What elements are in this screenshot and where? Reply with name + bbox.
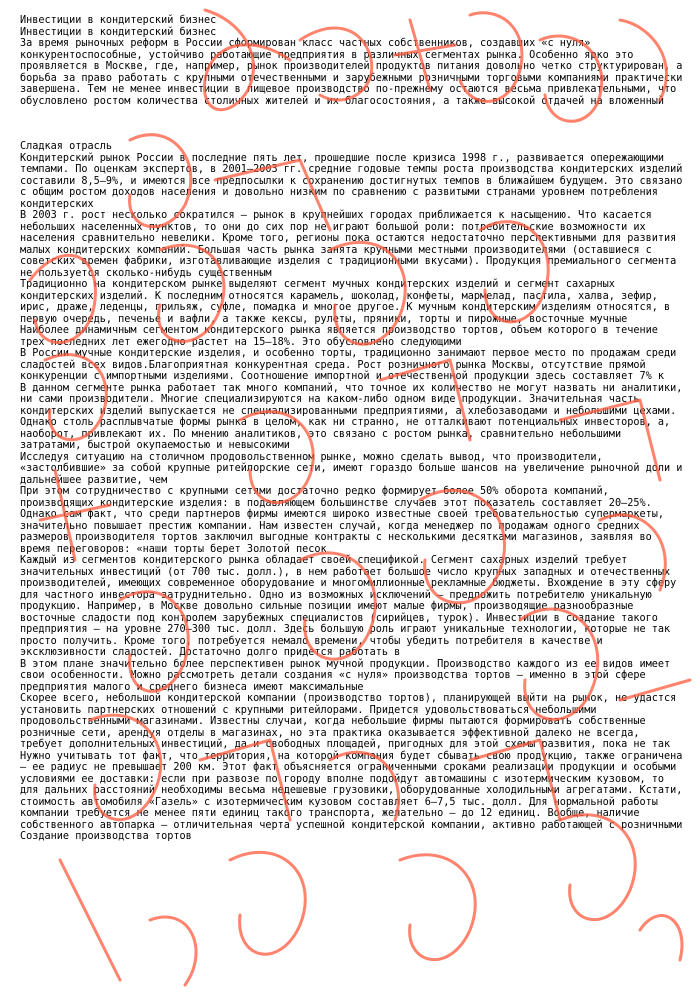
watermark-stroke	[150, 917, 196, 985]
watermark-stroke	[60, 860, 120, 980]
paragraph: Исследуя ситуацию на столичном продовольственном рынке, можно сделать вывод, что производители, «застолбившие» за собой крупные ритейлорские сети, имеют гораздо больше шансов на увеличение рыночной доли и дальнейшее развитие, чем	[20, 451, 689, 486]
watermark-stroke	[640, 916, 682, 960]
watermark-stroke	[230, 852, 305, 954]
paragraph: В 2003 г. рост несколько сократился — рынок в крупнейших городах приближается к насыщению. Что касается небольших населенных пунктов, то они до сих пор не играют большой роли: потребительские возможности их населения сравнительно невелики. Кроме того, регионы пока остаются недостаточно перспективными для развития малых кондитерских компаний. Большая часть рынка занята крупными местными производителями (оставшиеся с советских времен фабрики, изготавливающие изделия с традиционными вкусами). Продукция премиального сегмента не пользуется сколько-нибудь существенным	[20, 210, 683, 279]
paragraph: При этом сотрудничество с крупными сетями достаточно редко формирует более 50% оборота компаний, производящих кондитерские изделия: в подавляющем большинстве случаев этот показатель составляет 20–25%. Однако сам факт, что среди партнеров фирмы имеются широко известные своей требовательностью супермаркеты, значительно повышает престиж компании. Нам известен случай, когда менеджер по продажам одного средних размеров производителя тортов заключил выгодные контракты с несколькими десятками магазинов, заявляя во время переговоров: «наши торты берет Золотой песок	[20, 486, 671, 555]
paragraph: Каждый из сегментов кондитерского рынка обладает своей спецификой. Сегмент сахарных изделий требует значительных инвестиций (от 700 тыс. долл.), в нем работает большое число крупных западных и отечественных производителей, имеющих современное оборудование и многомиллионные рекламные бюджеты. Вхождение в эту сферу для частного инвестора затруднительно. Одно из возможных исключений — предложить потребителю уникальную продукцию. Например, в Москве довольно сильные позиции имеют малые фирмы, производящие разнообразные восточные сладости под контролем зарубежных специалистов (сирийцев, турок). Инвестиции в создание такого предприятия — на уровне 270–300 тыс. долл. Здесь большую роль играют уникальные технологии, которые не так просто получить. Кроме того, потребуется немало времени, чтобы убедить потребителя в качестве и эксклюзивности сладостей. Достаточно долго придется работать в	[20, 555, 683, 658]
paragraph: В этом плане значительно более перспективен рынок мучной продукции. Производство каждого из ее видов имеет свои особенности. Можно рассмотреть детали создания «с нуля» производства тортов — именно в этой сфере предприятия малого и среднего бизнеса имеют максимальные	[20, 658, 677, 693]
paragraph: Скорее всего, небольшой кондитерской компании (производство тортов), планирующей выйти на рынок, не удастся установить партнерских отношений с крупными ритейлорами. Придется удовольствоваться небольшими продовольственными магазинами. Известны случаи, когда небольшие фирмы пытаются формировать собственные розничные сети, арендуя отделы в магазинах, но эта практика оказывается эффективной далеко не всегда, требует дополнительных инвестиций, да и свободных площадей, пригодных для этой схемы развития, пока не так	[20, 693, 683, 750]
section-heading-sweet-industry: Сладкая отрасль	[20, 141, 113, 152]
document-title: Инвестиции в кондитерский бизнес	[20, 15, 217, 26]
paragraph: Нужно учитывать тот факт, что территория, на которой компания будет сбывать свою продукцию, также ограничена — ее радиус не превышает 200 км. Этот факт объясняется ограниченными сроками реализации продукции и особыми условиями ее доставки: если при развозе по городу вполне подойдут автомашины с изотермическим кузовом, то для дальних расстояний необходимы весьма недешевые грузовики, оборудованные холодильными агрегатами. Кстати, стоимость автомобиля «Газель» с изотермическим кузовом составляет 6–7,5 тыс. долл. Для нормальной работы компании требуется не менее пяти единиц такого транспорта, желательно — до 12 единиц. Вообще, наличие собственного автопарка — отличительная черта успешной кондитерской компании, активно работающей с розничными	[20, 750, 689, 831]
paragraph: Традиционно на кондитерском рынке выделяют сегмент мучных кондитерских изделий и сегмент сахарных кондитерских изделий. К последним относятся карамель, шоколад, конфеты, мармелад, пастила, халва, зефир, ирис, драже, леденцы, грильяж, суфле, помадка и многое другое. К мучным кондитерским изделиям относятся, в первую очередь, печенье и вафли, а также кексы, рулеты, пряники, торты и пирожные, восточные мучные	[20, 279, 677, 325]
watermark-stroke	[400, 855, 475, 960]
paragraph: Наиболее динамичным сегментом кондитерского рынка является производство тортов, объем которого в течение трех последних лет ежегодно растет на 15–18%. Это обусловлено следующими	[20, 325, 665, 348]
document-title-repeat: Инвестиции в кондитерский бизнес	[20, 26, 217, 38]
blank-gap	[20, 107, 688, 141]
intro-paragraph: За время рыночных реформ в России сформирован класс частных собственников, создавших «с нуля» конкурентоспособные, устойчиво работающие предприятия в различных сегментах рынка. Особенно ярко это проявляется в Москве, где, например, рынок производителей продуктов питания довольно четко структурирован, а борьба за право работать с крупными отечественными и зарубежными розничными торговыми компаниями практически завершена. Тем не менее инвестиции в пищевое производство по-прежнему остаются весьма привлекательными, что обусловлено ростом количества столичных жителей и их благосостояния, а также высокой отдачей на вложенный	[20, 38, 689, 107]
paragraph: В данном сегменте рынка работает так много компаний, что точное их количество не могут назвать ни аналитики, ни сами производители. Многие специализируются на каком-либо одном виде продукции. Значительная часть кондитерских изделий выпускается не специализированными предприятиями, а хлебозаводами и небольшими цехами. Однако столь расплывчатые формы рынка в целом, как ни странно, не отталкивают потенциальных инвесторов, а, наоборот, привлекают их. По мнению аналитиков, это связано с ростом рынка, сравнительно небольшими затратами, быстрой окупаемостью и невысокими	[20, 382, 689, 451]
paragraph: В России мучные кондитерские изделия, и особенно торты, традиционно занимают первое место по продажам среди сладостей всех видов.Благоприятная конкурентная среда. Рост розничного рынка Москвы, отсутствие прямой конкуренции с импортными изделиями. Соотношение импортной и отечественной продукции здесь составляет 7% к	[20, 348, 683, 382]
paragraph: Кондитерский рынок России в последние пять лет, прошедшие после кризиса 1998 г., развивается опережающими темпами. По оценкам экспертов, в 2001–2003 гг. средние годовые темпы роста производства кондитерских изделий составили 8,5–9%, и имеются все предпосылки к сохранению достигнутых темпов в ближайшем будущем. Это связано с общим ростом доходов населения и довольно низким по сравнению с развитыми странами уровнем потребления кондитерских	[20, 152, 689, 210]
document-body	[20, 15, 688, 843]
section-heading-cake-production: Создание производства тортов	[20, 831, 192, 842]
